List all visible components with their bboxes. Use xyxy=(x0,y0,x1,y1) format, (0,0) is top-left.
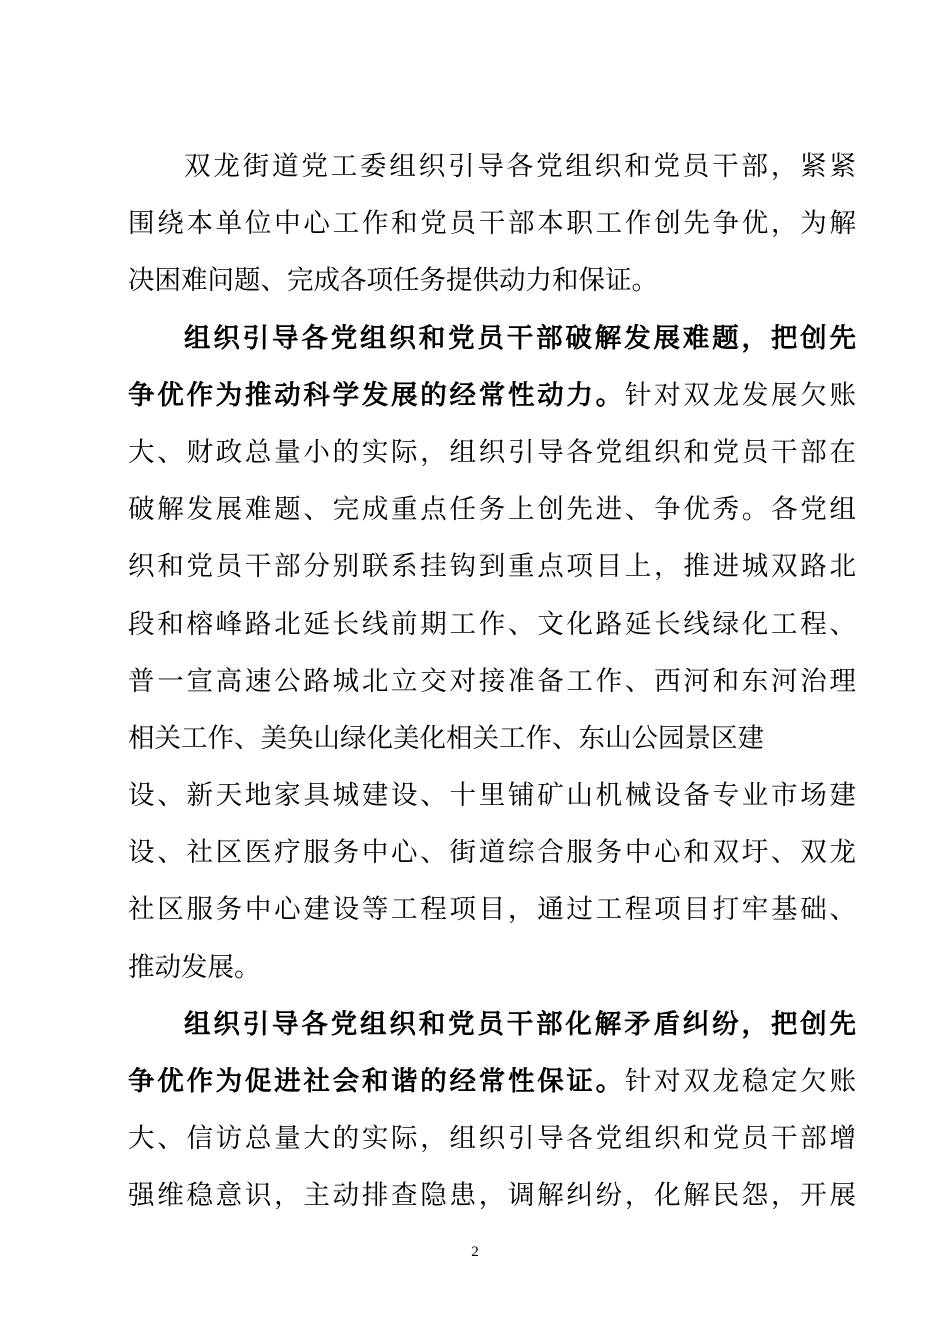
line-text: 推动发展。 xyxy=(128,951,261,983)
line-text: 围绕本单位中心工作和党员干部本职工作创先争优，为解 xyxy=(128,208,856,240)
text-line xyxy=(128,1053,856,1110)
line-text: 段和榕峰路北延长线前期工作、文化路延长线绿化工程、 xyxy=(128,608,856,640)
line-text: 大、财政总量小的实际，组织引导各党组织和党员干部在 xyxy=(128,436,856,468)
line-text: 普一宣高速公路城北立交对接准备工作、西河和东河治理 xyxy=(128,665,856,697)
text-line xyxy=(128,596,856,653)
text-line xyxy=(128,195,856,252)
line-text: 强维稳意识，主动排查隐患，调解纠纷，化解民怨，开展 xyxy=(128,1180,856,1212)
text-line xyxy=(128,424,856,481)
line-text: 破解发展难题、完成重点任务上创先进、争优秀。各党组 xyxy=(128,494,856,526)
line-text: 设、社区医疗服务中心、街道综合服务中心和双圩、双龙 xyxy=(128,837,856,869)
text-line xyxy=(128,367,856,424)
text-line xyxy=(128,310,856,367)
line-text: 决困难问题、完成各项任务提供动力和保证。 xyxy=(128,265,658,297)
line-text: 设、新天地家具城建设、十里铺矿山机械设备专业市场建 xyxy=(128,780,856,812)
bold-heading-text: 争优作为推动科学发展的经常性动力。 xyxy=(128,379,625,411)
text-line xyxy=(128,939,856,996)
line-text: 针对双龙发展欠账 xyxy=(624,379,857,411)
bold-heading-text: 组织引导各党组织和党员干部化解矛盾纠纷，把创先 xyxy=(184,1008,856,1040)
body-text xyxy=(128,138,856,1225)
text-line xyxy=(128,824,856,881)
text-line xyxy=(128,138,856,195)
text-line xyxy=(128,538,856,595)
line-text: 社区服务中心建设等工程项目，通过工程项目打牢基础、 xyxy=(128,894,856,926)
text-line xyxy=(128,481,856,538)
text-line xyxy=(128,881,856,938)
line-text: 大、信访总量大的实际，组织引导各党组织和党员干部增 xyxy=(128,1123,856,1155)
text-line xyxy=(128,653,856,710)
bold-heading-text: 争优作为促进社会和谐的经常性保证。 xyxy=(128,1066,625,1097)
bold-heading-text: 组织引导各党组织和党员干部破解发展难题，把创先 xyxy=(184,322,856,354)
text-line xyxy=(128,710,856,767)
line-text: 相关工作、美奂山绿化美化相关工作、东山公园景区建 xyxy=(128,722,764,754)
text-line xyxy=(128,1167,856,1224)
line-text: 双龙街道党工委组织引导各党组织和党员干部，紧紧 xyxy=(184,151,856,182)
line-text: 织和党员干部分别联系挂钩到重点项目上，推进城双路北 xyxy=(128,551,856,583)
text-line xyxy=(128,252,856,309)
text-line xyxy=(128,1110,856,1167)
text-line xyxy=(128,767,856,824)
line-text: 针对双龙稳定欠账 xyxy=(624,1066,857,1097)
page-number: 2 xyxy=(471,1244,479,1260)
text-line xyxy=(128,996,856,1053)
